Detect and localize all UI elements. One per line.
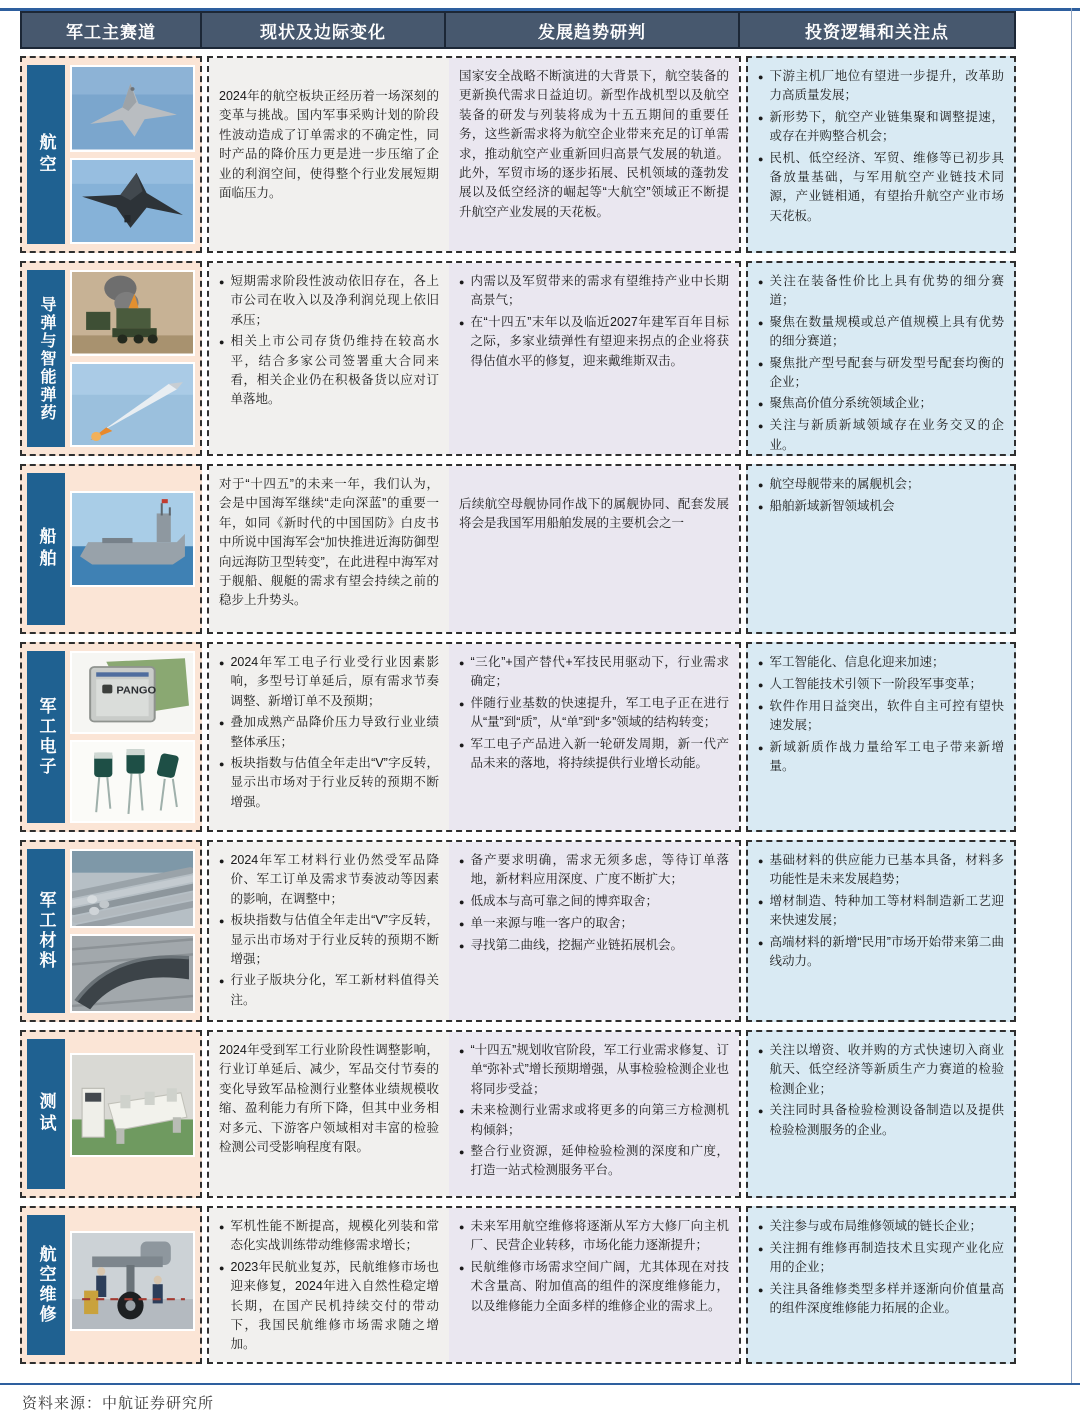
list-item (758, 1280, 1004, 1319)
trend-paragraph: 国家安全战略不断演进的大背景下，航空装备的更新换代需求日益迫切。新型作战机型以及航空装备的研发与列装将成为十五五期间的重要任务，这些新需求将为航空企业带来充足的订单需求，推动航空产业重新回归高景气发展的轨道。此外，军贸市场的逐步拓展、民机领域的蓬勃发展以及低空经济的崛起等“大航空”领域正不断提升航空产业发展的天花板。 (459, 69, 729, 219)
invest-list (758, 1217, 1004, 1319)
list-item (758, 933, 1004, 972)
list-item (758, 892, 1004, 931)
invest-cell (746, 840, 1016, 1022)
bullet-text: 军工智能化、信息化迎来加速； (769, 655, 945, 669)
list-item (459, 1101, 729, 1140)
track-label: 航空 (27, 65, 65, 244)
bullet-text: 新域新质作战力量给军工电子带来新增量。 (769, 739, 1004, 774)
invest-cell (746, 261, 1016, 456)
status-cell (209, 58, 449, 251)
track-label: 船舶 (27, 473, 65, 625)
status-trend-cell (207, 464, 741, 634)
bullet-text: 短期需求阶段性波动依旧存在，各上市公司在收入以及净利润兑现上依旧承压； (230, 274, 439, 327)
track-label: 军工材料 (27, 849, 65, 1013)
bullet-icon (758, 1041, 763, 1099)
sector-table (20, 11, 1016, 1364)
bullet-icon (758, 1280, 763, 1319)
bullet-icon (219, 272, 224, 330)
track-photos (70, 1039, 195, 1189)
bullet-text: 2024年军工材料行业仍然受军品降价、军工订单及需求节奏波动等因素的影响，在调整中； (230, 853, 439, 906)
list-item (758, 394, 1004, 414)
missile-flight-photo (70, 362, 195, 448)
bullet-text: 船舶新域新智领域机会 (769, 499, 895, 513)
invest-list (758, 1041, 1004, 1140)
track-photos (70, 270, 195, 447)
bullet-icon (459, 936, 464, 956)
table-row-testing (20, 1030, 1016, 1198)
track-photos (70, 849, 195, 1013)
bullet-icon (758, 851, 763, 890)
table-row-materials (20, 840, 1016, 1022)
list-item (758, 697, 1004, 736)
list-item (459, 735, 729, 774)
list-item (219, 971, 439, 1010)
list-item (758, 272, 1004, 311)
right-rule-line (1071, 8, 1072, 1385)
bullet-icon (758, 697, 763, 736)
table-row-missiles (20, 261, 1016, 456)
list-item (758, 675, 1004, 695)
track-label: 航空维修 (27, 1215, 65, 1355)
bullet-text: 寻找第二曲线，挖掘产业链拓展机会。 (470, 937, 683, 952)
bullet-text: 单一来源与唯一客户的取舍； (470, 915, 633, 930)
list-item (459, 694, 729, 733)
bullet-text: 军机性能不断提高，规模化列装和常态化实战训练带动维修需求增长； (230, 1219, 439, 1253)
bullet-icon (459, 1217, 464, 1256)
aircraft-carrier-photo (70, 491, 195, 587)
bullet-text: 在“十四五”末年以及临近2027年建军百年目标之际，多家业绩弹性有望迎来拐点的企业将获得估值水平的修复，迎来戴维斯双击。 (470, 314, 729, 368)
track-photos (70, 65, 195, 244)
invest-list (758, 67, 1004, 226)
invest-cell (746, 56, 1016, 253)
bullet-text: 下游主机厂地位有望进一步提升，改革助力高质量发展； (769, 69, 1004, 103)
list-item (459, 313, 729, 371)
list-item (219, 1258, 439, 1355)
bullet-icon (758, 738, 763, 777)
table-header-row (20, 11, 1016, 49)
trend-paragraph: 后续航空母舰协同作战下的属舰协同、配套发展将会是我国军用船舶发展的主要机会之一 (459, 497, 729, 531)
list-item (219, 851, 439, 909)
table-row-maintenance (20, 1206, 1016, 1364)
table-row-aviation (20, 56, 1016, 253)
list-item (758, 1041, 1004, 1099)
missile-launcher-photo (70, 270, 195, 356)
invest-cell (746, 1206, 1016, 1364)
status-cell (209, 466, 449, 632)
bullet-text: 相关上市公司存货仍维持在较高水平，结合多家公司签署重大合同来看，相关企业仍在积极备货以应对订单落地。 (230, 334, 439, 407)
status-paragraph: 2024年受到军工行业阶段性调整影响，行业订单延后、减少，军品交付节奏的变化导致军品检测行业整体业绩规模收缩、盈利能力有所下降，但其中业务相对多元、下游客户领域相对丰富的检验检测公司受影响程度有限。 (219, 1043, 439, 1154)
bullet-text: 基础材料的供应能力已基本具备，材料多功能性是未来发展趋势； (769, 853, 1004, 887)
list-item (459, 914, 729, 934)
bullet-icon (758, 933, 763, 972)
bullet-text: 板块指数与估值全年走出“V”字反转，显示出市场对于行业反转的预期不断增强。 (230, 755, 439, 809)
status-trend-cell (207, 1030, 741, 1198)
bullet-text: “十四五”规划收官阶段，军工行业需求修复、订单“弥补式”增长预期增强，从事检验检测企业也将同步受益； (470, 1043, 729, 1096)
list-item (758, 497, 1004, 517)
bullet-text: 叠加成熟产品降价压力导致行业业绩整体承压； (230, 715, 439, 749)
status-trend-cell (207, 56, 741, 253)
list-item (459, 936, 729, 956)
list-item (459, 1217, 729, 1256)
list-item (758, 1239, 1004, 1278)
bullet-text: 2024年军工电子行业受行业因素影响，多型号订单延后，原有需求节奏调整、新增订单不及预期； (230, 655, 439, 708)
bullet-icon (758, 313, 763, 352)
trend-cell (449, 58, 739, 251)
bullet-icon (219, 911, 224, 969)
bullet-icon (459, 851, 464, 890)
status-cell (209, 644, 449, 830)
track-cell (20, 56, 202, 253)
trend-cell (449, 263, 739, 454)
trend-cell (449, 842, 739, 1020)
invest-list (758, 851, 1004, 971)
list-item (758, 1217, 1004, 1237)
fighter-jet-photo-2 (70, 158, 195, 245)
bullet-icon (758, 394, 763, 414)
header-cell-trend: 发展趋势研判 (446, 13, 740, 47)
status-list (219, 653, 439, 812)
track-photos (70, 651, 195, 823)
track-label: 军工电子 (27, 651, 65, 823)
bullet-icon (459, 272, 464, 311)
status-cell (209, 1032, 449, 1196)
bullet-text: 内需以及军贸带来的需求有望维持产业中长期高景气； (470, 274, 729, 308)
chip-photo (70, 651, 195, 734)
bullet-icon (459, 1101, 464, 1140)
bullet-text: 聚焦在数量规模或总产值规模上具有优势的细分赛道； (769, 314, 1004, 349)
list-item (459, 653, 729, 692)
header-cell-invest: 投资逻辑和关注点 (805, 22, 949, 42)
status-cell (209, 842, 449, 1020)
bullet-text: 民机、低空经济、军贸、维修等已初步具备放量基础，与军用航空产业链技术同源，产业链相通，有望抬升航空产业市场天花板。 (769, 150, 1004, 223)
bullet-text: 高端材料的新增“民用”市场开始带来第二曲线动力。 (769, 934, 1004, 968)
composite-sheet-photo (70, 934, 195, 1013)
bullet-icon (758, 675, 763, 695)
bullet-icon (758, 1239, 763, 1278)
list-item (459, 1041, 729, 1099)
bullet-text: 备产要求明确，需求无须多虑，等待订单落地，新材料应用深度、广度不断扩大； (470, 853, 729, 887)
trend-list (459, 653, 729, 773)
header-cell-track: 军工主赛道 (22, 13, 202, 47)
bullet-icon (758, 149, 763, 227)
bullet-icon (219, 851, 224, 909)
bullet-icon (758, 108, 763, 147)
list-item (758, 738, 1004, 777)
bullet-icon (758, 892, 763, 931)
capacitors-photo (70, 740, 195, 823)
header-cell-status: 现状及边际变化 (202, 13, 446, 47)
bullet-text: 软件作用日益突出，软件自主可控有望快速发展； (769, 699, 1004, 733)
table-body (20, 56, 1016, 1364)
list-item (758, 851, 1004, 890)
bullet-text: 关注同时具备检验检测设备制造以及提供检验检测服务的企业。 (769, 1103, 1004, 1137)
bullet-text: 航空母舰带来的属舰机会； (769, 477, 920, 491)
list-item (758, 354, 1004, 393)
bullet-text: 增材制造、特种加工等材料制造新工艺迎来快速发展； (769, 893, 1004, 928)
bullet-icon (219, 1258, 224, 1355)
status-paragraph: 2024年的航空板块正经历着一场深刻的变革与挑战。国内军事采购计划的阶段性波动造成了订单需求的不确定性，同时产品的降价压力更是进一步压缩了企业的利润空间，使得整个行业发展短期面临压力。 (219, 89, 439, 200)
status-cell (209, 263, 449, 454)
list-item (219, 713, 439, 752)
bullet-icon (758, 416, 763, 455)
bullet-text: 行业子版块分化，军工新材料值得关注。 (230, 973, 439, 1007)
track-cell (20, 464, 202, 634)
bullet-icon (758, 1217, 763, 1237)
fighter-jet-photo-1 (70, 65, 195, 152)
source-note: 资料来源：中航证券研究所 (22, 1395, 215, 1412)
trend-cell (449, 1208, 739, 1362)
status-trend-cell (207, 642, 741, 832)
status-paragraph: 对于“十四五”的未来一年，我们认为，会是中国海军继续“走向深蓝”的重要一年，如同《新时代的中国国防》白皮书中所说中国海军会“加快推进近海防御型向远海防卫型转变”，在此进程中海军对于舰船、舰艇的需求有望会持续之前的稳步上升势头。 (219, 477, 439, 608)
bullet-text: 人工智能技术引领下一阶段军事变革； (769, 677, 982, 691)
invest-list (758, 475, 1004, 517)
bullet-text: 整合行业资源，延伸检验检测的深度和广度，打造一站式检测服务平台。 (470, 1143, 729, 1178)
bullet-icon (219, 754, 224, 812)
list-item (459, 851, 729, 890)
list-item (219, 653, 439, 711)
list-item (219, 911, 439, 969)
bullet-icon (219, 713, 224, 752)
bullet-icon (459, 653, 464, 692)
bullet-icon (459, 735, 464, 774)
bullet-text: 聚焦高价值分系统领域企业； (769, 396, 932, 411)
bullet-text: 关注与新质新域领域存在业务交叉的企业。 (769, 418, 1004, 452)
trend-list (459, 1041, 729, 1181)
bullet-icon (219, 653, 224, 711)
list-item (758, 1101, 1004, 1140)
status-trend-cell (207, 840, 741, 1022)
track-label: 导弹与智能弹药 (27, 270, 65, 447)
list-item (758, 653, 1004, 673)
bullet-text: 低成本与高可靠之间的博弈取舍； (470, 893, 658, 908)
invest-cell (746, 464, 1016, 634)
track-cell (20, 1030, 202, 1198)
bullet-icon (219, 971, 224, 1010)
status-trend-cell (207, 261, 741, 456)
bullet-text: 板块指数与估值全年走出“V”字反转，显示出市场对于行业反转的预期不断增强； (230, 913, 439, 966)
list-item (219, 754, 439, 812)
track-cell (20, 1206, 202, 1364)
bullet-text: 关注拥有维修再制造技术且实现产业化应用的企业； (769, 1241, 1004, 1275)
bullet-icon (758, 497, 763, 517)
list-item (758, 108, 1004, 147)
table-row-electronics (20, 642, 1016, 832)
bullet-icon (459, 892, 464, 912)
trend-cell (449, 466, 739, 632)
bullet-icon (459, 1258, 464, 1316)
trend-cell (449, 644, 739, 830)
invest-cell (746, 1030, 1016, 1198)
bullet-icon (459, 914, 464, 934)
list-item (758, 475, 1004, 495)
list-item (459, 272, 729, 311)
trend-list (459, 851, 729, 956)
bullet-text: 关注在装备性价比上具有优势的细分赛道； (769, 274, 1004, 308)
bullet-text: 新形势下，航空产业链集聚和调整提速，或存在并购整合机会； (769, 109, 1004, 144)
track-photos (70, 1215, 195, 1355)
bullet-text: 聚焦批产型号配套与研发型号配套均衡的企业； (769, 355, 1004, 389)
bullet-icon (758, 475, 763, 495)
list-item (219, 332, 439, 410)
bullet-text: 关注以增资、收并购的方式快速切入商业航天、低空经济等新质生产力赛道的检验检测企业； (769, 1043, 1004, 1096)
bullet-text: 伴随行业基数的快速提升，军工电子正在进行从“量”到“质”，从“单”到“多”领域的结构转变； (470, 695, 729, 730)
trend-list (459, 1217, 729, 1316)
status-trend-cell (207, 1206, 741, 1364)
bullet-text: 民航维修市场需求空间广阔，尤其体现在对技术含量高、附加值高的组件的深度维修能力，以及维修能力全面多样的维修企业的需求上。 (470, 1259, 729, 1313)
trend-list (459, 272, 729, 371)
list-item (459, 892, 729, 912)
invest-cell (746, 642, 1016, 832)
status-list (219, 1217, 439, 1355)
bullet-icon (459, 1142, 464, 1181)
bullet-icon (758, 354, 763, 393)
invest-list (758, 272, 1004, 455)
bullet-icon (758, 1101, 763, 1140)
track-cell (20, 840, 202, 1022)
status-list (219, 851, 439, 1010)
bullet-icon (758, 272, 763, 311)
status-cell (209, 1208, 449, 1362)
list-item (459, 1258, 729, 1316)
svg-text:PANGO: PANGO (116, 685, 157, 697)
invest-list (758, 653, 1004, 777)
bullet-icon (219, 332, 224, 410)
track-cell (20, 642, 202, 832)
list-item (758, 67, 1004, 106)
table-row-ships (20, 464, 1016, 634)
bullet-icon (459, 1041, 464, 1099)
list-item (758, 313, 1004, 352)
aircraft-maintenance-photo (70, 1231, 195, 1331)
bullet-text: 关注参与或布局维修领域的链长企业； (769, 1219, 982, 1233)
bullet-text: “三化”+国产替代+军技民用驱动下，行业需求确定； (470, 655, 729, 689)
trend-cell (449, 1032, 739, 1196)
list-item (219, 272, 439, 330)
bullet-text: 2023年民航业复苏，民航维修市场也迎来修复，2024年进入自然性稳定增长期，在国产民机持续交付的带动下，我国民航维修市场需求随之增加。 (230, 1259, 439, 1352)
list-item (758, 416, 1004, 455)
list-item (459, 1142, 729, 1181)
bullet-icon (219, 1217, 224, 1256)
list-item (219, 1217, 439, 1256)
list-item (758, 149, 1004, 227)
bullet-icon (459, 313, 464, 371)
track-label: 测试 (27, 1039, 65, 1189)
bullet-text: 军工电子产品进入新一轮研发周期，新一代产品未来的落地，将持续提供行业增长动能。 (470, 736, 729, 770)
track-cell (20, 261, 202, 456)
bullet-icon (758, 67, 763, 106)
bullet-icon (758, 653, 763, 673)
status-list (219, 272, 439, 410)
metal-rods-photo (70, 849, 195, 928)
bullet-icon (459, 694, 464, 733)
bullet-text: 未来检测行业需求或将更多的向第三方检测机构倾斜； (470, 1103, 729, 1137)
bottom-rule-line (0, 1383, 1080, 1385)
test-equipment-photo (70, 1053, 195, 1157)
track-photos (70, 473, 195, 625)
bullet-text: 关注具备维修类型多样并逐渐向价值量高的组件深度维修能力拓展的企业。 (769, 1281, 1004, 1316)
bullet-text: 未来军用航空维修将逐渐从军方大修厂向主机厂、民营企业转移，市场化能力逐渐提升； (470, 1219, 729, 1253)
